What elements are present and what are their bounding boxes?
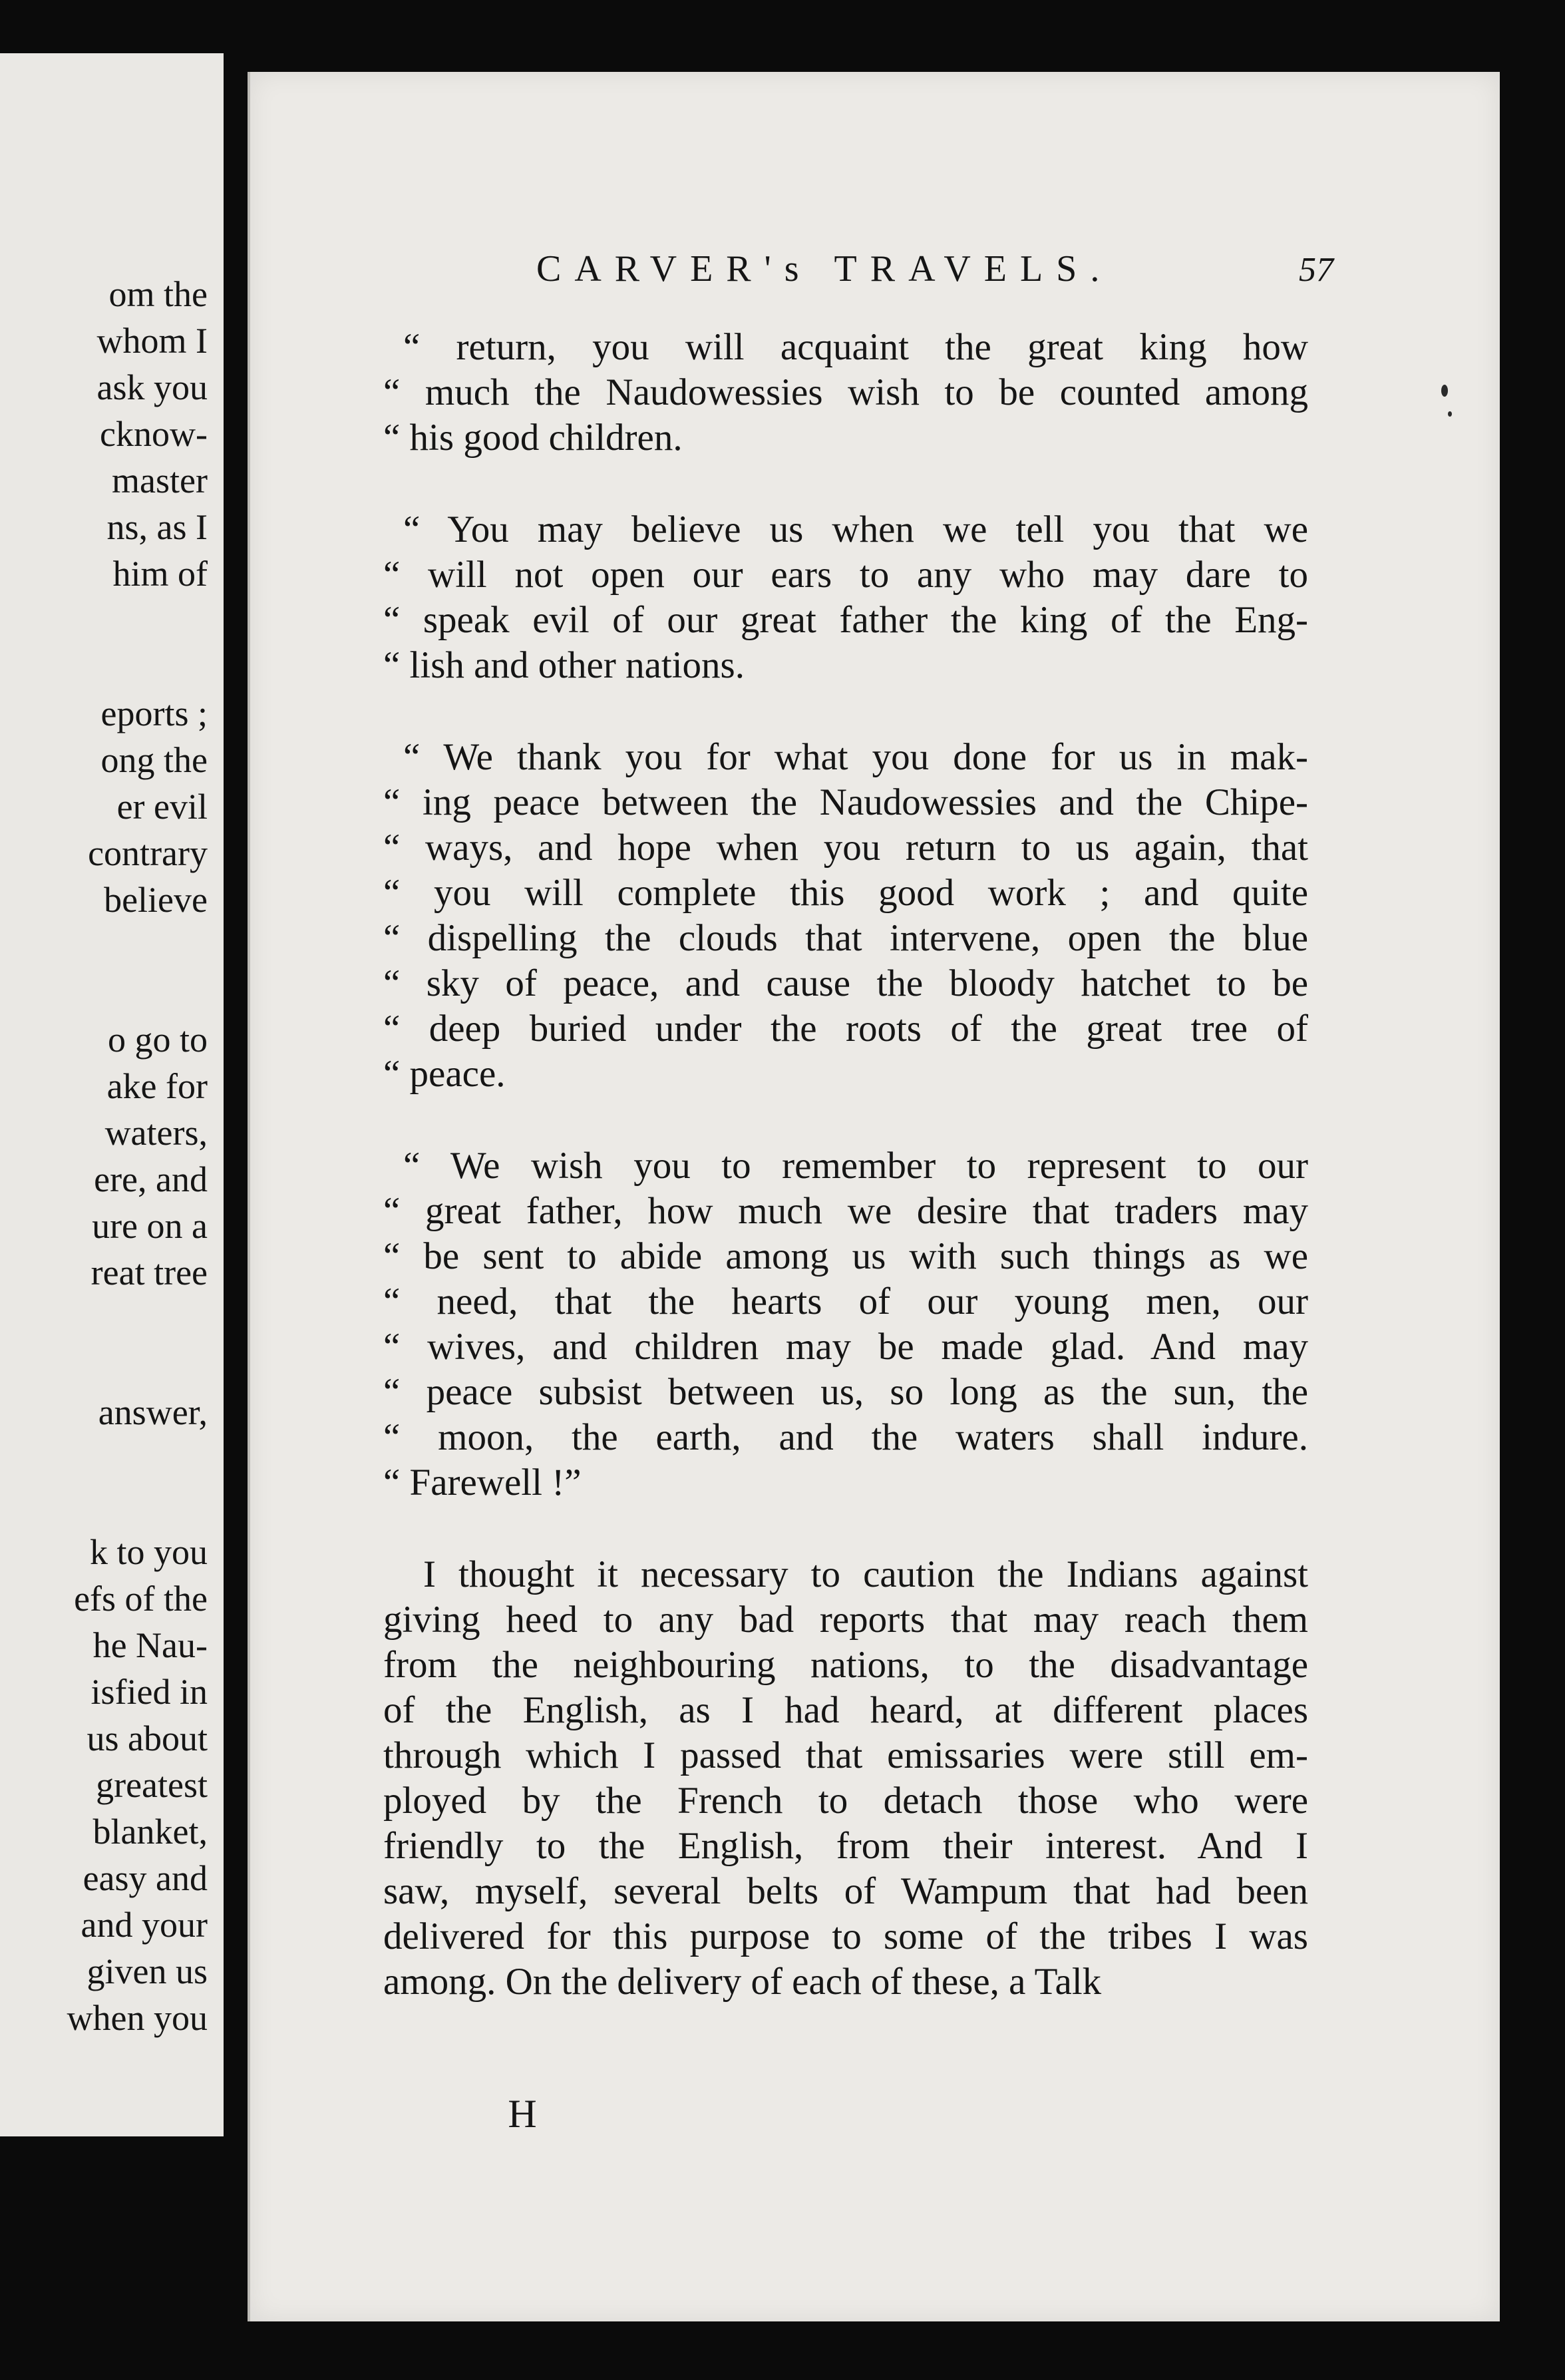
text-line: “ deep buried under the roots of the great tree of xyxy=(383,1008,1308,1050)
text-line: “ wives, and children may be made glad. And may xyxy=(383,1326,1308,1368)
left-page-line: efs of the xyxy=(74,1579,208,1619)
text-line: I thought it necessary to caution the Indians against xyxy=(423,1553,1308,1595)
left-page-line: him of xyxy=(112,554,208,594)
running-head xyxy=(250,250,1500,303)
text-line: “ much the Naudowessies wish to be counted among xyxy=(383,371,1308,413)
text-line: delivered for this purpose to some of the tribes I was xyxy=(383,1915,1308,1957)
left-page-line: us about xyxy=(87,1718,208,1758)
ink-speck xyxy=(1441,385,1448,397)
text-line: “ moon, the earth, and the waters shall indure. xyxy=(383,1416,1308,1458)
text-line: saw, myself, several belts of Wampum that had been xyxy=(383,1870,1308,1912)
left-page-line: whom I xyxy=(96,321,208,361)
left-page-line: waters, xyxy=(104,1113,208,1153)
left-page-line: ask you xyxy=(96,367,208,407)
left-page-line: k to you xyxy=(89,1532,208,1572)
prose-paragraph xyxy=(383,1552,1308,2005)
left-page-line: he Nau- xyxy=(92,1625,208,1665)
text-line: “ ing peace between the Naudowessies and the Chipe- xyxy=(383,781,1308,823)
left-page-line: o go to xyxy=(107,1020,208,1060)
text-line: “ lish and other nations. xyxy=(383,644,745,686)
text-line: “ peace. xyxy=(383,1053,506,1095)
left-page-line: blanket, xyxy=(92,1812,208,1852)
text-line: friendly to the English, from their interest. And I xyxy=(383,1825,1308,1867)
left-page-fragment xyxy=(0,53,224,2136)
text-line: “ peace subsist between us, so long as the sun, the xyxy=(383,1371,1308,1413)
text-line: “ We wish you to remember to represent to our xyxy=(403,1145,1308,1187)
text-line: “ sky of peace, and cause the bloody hatchet to be xyxy=(383,962,1308,1004)
running-head-title: CARVER's TRAVELS. xyxy=(536,248,1113,290)
text-line: of the English, as I had heard, at different places xyxy=(383,1689,1308,1731)
signature-letter: H xyxy=(508,2092,537,2136)
left-page-line: ure on a xyxy=(92,1206,208,1246)
speech-paragraph xyxy=(383,507,1308,688)
left-page-line: er evil xyxy=(116,787,208,827)
left-page-line: master xyxy=(112,461,208,500)
left-page-line: believe xyxy=(104,880,208,920)
left-page-line: eports ; xyxy=(100,694,208,733)
left-page-line: isfied in xyxy=(90,1672,208,1712)
speech-paragraph xyxy=(383,735,1308,1097)
text-line: “ will not open our ears to any who may dare to xyxy=(383,554,1308,596)
left-page-line: reat tree xyxy=(90,1253,208,1292)
text-line: “ you will complete this good work ; and quite xyxy=(383,872,1308,914)
left-page-line: om the xyxy=(108,274,208,314)
text-line: “ We thank you for what you done for us in mak- xyxy=(403,736,1308,778)
text-line: ployed by the French to detach those who were xyxy=(383,1780,1308,1822)
text-line: “ ways, and hope when you return to us again, that xyxy=(383,827,1308,869)
text-line: through which I passed that emissaries were still em- xyxy=(383,1734,1308,1776)
page-number: 57 xyxy=(1299,251,1333,289)
text-line: among. On the delivery of each of these, a Talk xyxy=(383,1961,1102,2003)
text-line: giving heed to any bad reports that may reach them xyxy=(383,1599,1308,1641)
left-page-line: contrary xyxy=(88,833,208,873)
text-line: from the neighbouring nations, to the disadvantage xyxy=(383,1644,1308,1686)
signature-mark xyxy=(250,2094,1500,2134)
left-page-line: greatest xyxy=(96,1765,208,1805)
text-line: “ be sent to abide among us with such things as we xyxy=(383,1235,1308,1277)
body-text xyxy=(383,325,1308,2051)
left-page-line: ere, and xyxy=(94,1159,208,1199)
right-page xyxy=(248,72,1500,2321)
left-page-text xyxy=(0,53,220,2136)
text-line: “ his good children. xyxy=(383,417,683,459)
left-page-line: when you xyxy=(67,1998,208,2038)
text-line: “ need, that the hearts of our young men, our xyxy=(383,1281,1308,1322)
left-page-line: easy and xyxy=(83,1858,208,1898)
speech-paragraph xyxy=(383,1143,1308,1505)
ink-speck xyxy=(1448,411,1452,417)
text-line: “ Farewell !” xyxy=(383,1462,582,1503)
text-line: “ return, you will acquaint the great king how xyxy=(403,326,1308,368)
text-line: “ speak evil of our great father the king of the Eng- xyxy=(383,599,1308,641)
text-line: “ great father, how much we desire that traders may xyxy=(383,1190,1308,1232)
left-page-line: cknow- xyxy=(100,414,208,454)
left-page-line: ns, as I xyxy=(106,507,208,547)
text-line: “ You may believe us when we tell you that we xyxy=(403,508,1308,550)
left-page-line: ong the xyxy=(100,740,208,780)
left-page-line: given us xyxy=(87,1951,208,1991)
left-page-line: and your xyxy=(81,1905,208,1945)
left-page-line: ake for xyxy=(106,1066,208,1106)
speech-paragraph xyxy=(383,325,1308,461)
left-page-line: answer, xyxy=(98,1392,208,1432)
text-line: “ dispelling the clouds that intervene, open the blue xyxy=(383,917,1308,959)
